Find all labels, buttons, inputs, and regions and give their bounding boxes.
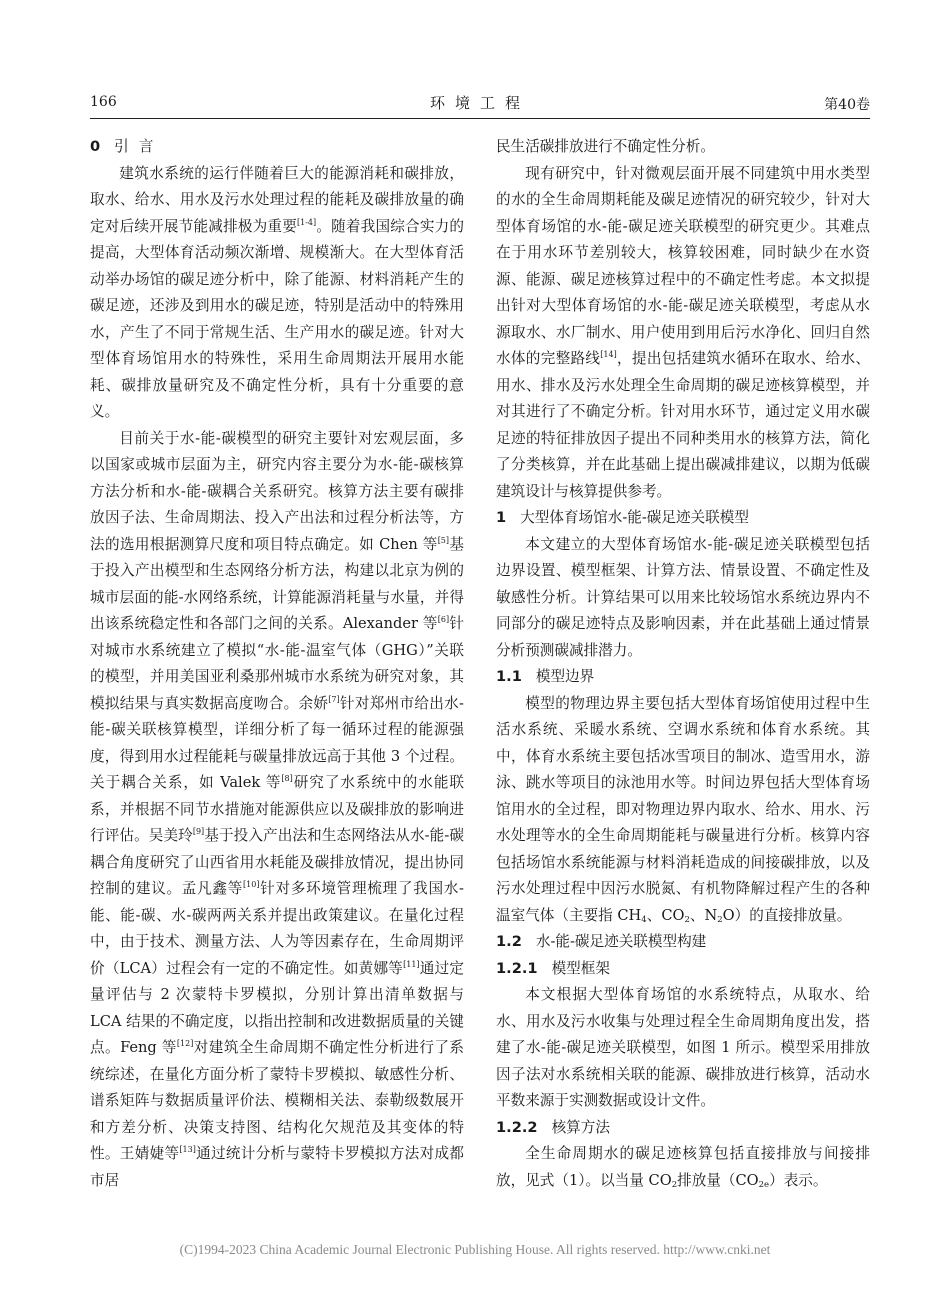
citation: [8] xyxy=(281,774,293,783)
copyright-footer: (C)1994-2023 China Academic Journal Electronic Publishing House. All rights reserved. http://www.cnki.net xyxy=(179,1242,771,1257)
citation: [9] xyxy=(192,827,205,836)
citation: [13] xyxy=(179,1145,196,1154)
paragraph: 本文建立的大型体育场馆水-能-碳足迹关联模型包括边界设置、模型框架、计算方法、情景设置、不确定性及敏感性分析。计算结果可以用来比较场馆水系统边界内不同部分的碳足迹特点及影响因素，并在此基础上通过情景分析预测碳减排潜力。 xyxy=(496,535,870,659)
right-column xyxy=(496,134,870,1194)
section-heading-1: 1 大型体育场馆水-能-碳足迹关联模型 xyxy=(496,509,749,526)
paragraph: 目前关于水-能-碳模型的研究主要针对宏观层面，多以国家或城市层面为主，研究内容主要分为水-能-碳核算方法分析和水-能-碳耦合关系研究。核算方法主要有碳排放因子法、生命周期法、投入产出法和过程分析法等，方法的选用根据测算尺度和项目特点确定。如 Chen 等[5]基于投入产出模型和生态网络分析方法，构建以北京为例的城市层面的能-水网络系统，计算能源消耗量与水量，并得出该系统稳定性和各部门之间的关系。Alexander 等[6]针对城市水系统建立了模拟“水-能-温室气体（GHG）”关联的模型，并用美国亚利桑那州城市水系统为研究对象，其模拟结果与真实数据高度吻合。余娇[7]针对郑州市给出水-能-碳关联核算模型，详细分析了每一循环过程的能源强度，得到用水过程能耗与碳量排放远高于其他 3 个过程。关于耦合关系，如 Valek 等[8]研究了水系统中的水能联系，并根据不同节水措施对能源供应以及碳排放的影响进行评估。吴美玲[9]基于投入产出法和生态网络法从水-能-碳耦合角度研究了山西省用水耗能及碳排放情况，提出协同控制的建议。孟凡鑫等[10]针对多环境管理梳理了我国水-能、能-碳、水-碳两两关系并提出政策建议。在量化过程中，由于技术、测量方法、人为等因素存在，生命周期评价（LCA）过程会有一定的不确定性。如黄娜等[11]通过定量评估与 2 次蒙特卡罗模拟，分别计算出清单数据与 LCA 结果的不确定度，以指出控制和改进数据质量的关键点。Feng 等[12]对建筑全生命周期不确定性分析进行了系统综述，在量化方面分析了蒙特卡罗模拟、敏感性分析、谱系矩阵与数据质量评价法、模糊相关法、泰勒级数展开和方差分析、决策支持图、结构化欠规范及其变体的特性。王婧婕等[13]通过统计分析与蒙特卡罗模拟方法对成都市居 xyxy=(90,429,464,1189)
paragraph: 本文根据大型体育场馆的水系统特点，从取水、给水、用水及污水收集与处理过程全生命周期角度出发，搭建了水-能-碳足迹关联模型，如图 1 所示。模型采用排放因子法对水系统相关联的能源、碳排放进行核算，活动水平数来源于实测数据或设计文件。 xyxy=(496,986,870,1109)
section-heading-intro: 0 引言 xyxy=(90,138,164,155)
paragraph-continued: 民生活碳排放进行不确定性分析。 xyxy=(496,138,715,155)
journal-title: 环境工程 xyxy=(429,94,530,112)
paragraph: 全生命周期水的碳足迹核算包括直接排放与间接排放，见式（1）。以当量 $CO_2$排放量$(CO_{2e})$表示。 xyxy=(496,1145,870,1190)
paragraph: 模型的物理边界主要包括大型体育场馆使用过程中生活水系统、采暖水系统、空调水系统和体育水系统。其中，体育水系统主要包括冰雪项目的制冰、造雪用水，游泳、跳水等项目的泳池用水等。时间边界包括大型体育场馆用水的全过程，即对物理边界内取水、给水、用水、污水处理等水的全生命周期能耗与碳量进行分析。核算内容包括场馆水系统能源与材料消耗造成的间接碳排放，以及污水处理过程中因污水脱氮、有机物降解过程产生的各种温室气体（主要指 $CH_4$、$CO_2$、$N_2O$）的直接排放量。 xyxy=(496,694,870,925)
volume-label: 第40卷 xyxy=(824,97,870,113)
left-column xyxy=(90,134,464,1194)
citation: [14] xyxy=(600,350,617,359)
citation: [5] xyxy=(437,535,450,545)
citation: [6] xyxy=(437,615,450,624)
page-header xyxy=(90,92,870,119)
section-heading-1-2-1: 1.2.1 模型框架 xyxy=(496,959,610,977)
citation: [1-4] xyxy=(297,217,317,227)
section-heading-1-2-2: 1.2.2 核算方法 xyxy=(496,1118,610,1136)
citation: [11] xyxy=(403,959,420,969)
paragraph: 现有研究中，针对微观层面开展不同建筑中用水类型的水的全生命周期耗能及碳足迹情况的研究较少，针对大型体育场馆的水-能-碳足迹关联模型的研究更少。其难点在于用水环节差别较大，核算较困难，同时缺少在水资源、能源、碳足迹核算过程中的不确定性考虑。本文拟提出针对大型体育场馆的水-能-碳足迹关联模型，考虑从水源取水、水厂制水、用户使用到用后污水净化、回归自然水体的完整路线[14]，提出包括建筑水循环在取水、给水、用水、排水及污水处理全生命周期的碳足迹核算模型，并对其进行了不确定分析。针对用水环节，通过定义用水碳足迹的特征排放因子提出不同种类用水的核算方法，简化了分类核算，并在此基础上提出碳减排建议，以期为低碳建筑设计与核算提供参考。 xyxy=(496,164,870,500)
page-number: 166 xyxy=(90,94,117,110)
paragraph: 建筑水系统的运行伴随着巨大的能源消耗和碳排放，取水、给水、用水及污水处理过程的能耗及碳排放量的确定对后续开展节能减排极为重要[1-4]。随着我国综合实力的提高，大型体育活动频次渐增、规模渐大。在大型体育活动举办场馆的碳足迹分析中，除了能源、材料消耗产生的碳足迹，还涉及到用水的碳足迹，特别是活动中的特殊用水，产生了不同于常规生活、生产用水的碳足迹。针对大型体育场馆用水的特殊性，采用生命周期法开展用水能耗、碳排放量研究及不确定性分析，具有十分重要的意义。 xyxy=(90,164,464,420)
section-heading-1-1: 1.1 模型边界 xyxy=(496,668,595,685)
section-heading-1-2: 1.2 水-能-碳足迹关联模型构建 xyxy=(496,933,707,950)
citation: [10] xyxy=(243,880,260,889)
citation: [12] xyxy=(176,1039,194,1048)
citation: [7] xyxy=(328,694,340,704)
